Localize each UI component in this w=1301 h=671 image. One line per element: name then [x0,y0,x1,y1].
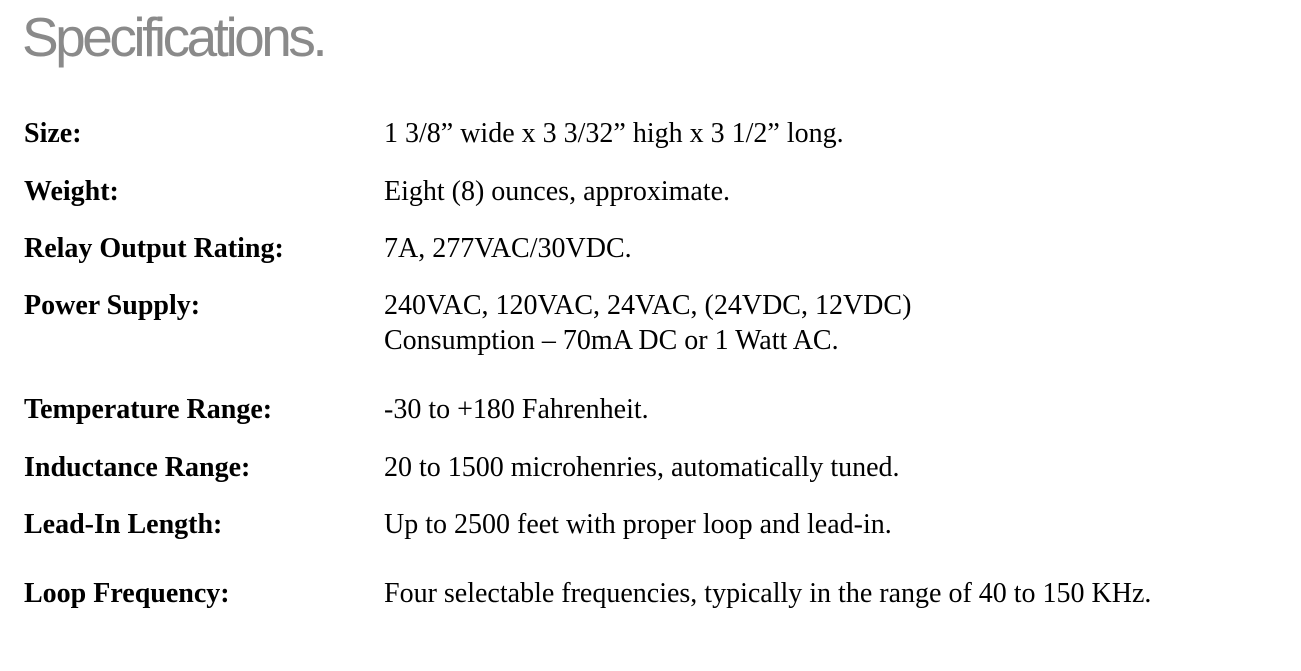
spec-label-loop-frequency: Loop Frequency: [24,578,230,609]
spec-label-power-supply: Power Supply: [24,290,201,321]
spec-value-line: Eight (8) ounces, approximate. [384,176,731,207]
spec-label-inductance-range: Inductance Range: [24,452,251,483]
spec-label-relay-output-rating: Relay Output Rating: [24,233,284,264]
spec-label-size: Size: [24,118,82,149]
spec-value-line: -30 to +180 Fahrenheit. [384,394,649,425]
spec-value-weight [384,174,730,209]
spec-value-line: Consumption – 70mA DC or 1 Watt AC. [384,325,839,356]
spec-value-loop-frequency [384,576,1151,611]
spec-value-temperature-range [384,392,649,427]
spec-value-line: 20 to 1500 microhenries, automatically tuned. [384,452,900,483]
spec-value-power-supply [384,288,911,358]
spec-value-lead-in-length [384,507,892,542]
spec-value-size [384,116,844,151]
spec-value-relay-output-rating [384,231,632,266]
page-title: Specifications. [22,6,325,68]
spec-value-line: Up to 2500 feet with proper loop and lead-in. [384,509,892,540]
spec-value-inductance-range [384,450,900,485]
spec-value-line: 1 3/8” wide x 3 3/32” high x 3 1/2” long. [384,118,844,149]
spec-value-line: 240VAC, 120VAC, 24VAC, (24VDC, 12VDC) [384,290,912,321]
spec-label-temperature-range: Temperature Range: [24,394,273,425]
spec-value-line: Four selectable frequencies, typically in the range of 40 to 150 KHz. [384,578,1152,609]
spec-label-lead-in-length: Lead-In Length: [24,509,223,540]
spec-value-line: 7A, 277VAC/30VDC. [384,233,632,264]
spec-label-weight: Weight: [24,176,119,207]
